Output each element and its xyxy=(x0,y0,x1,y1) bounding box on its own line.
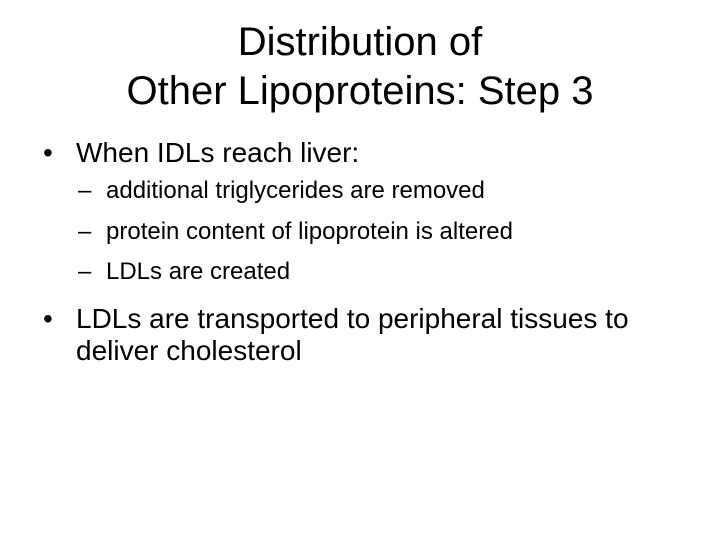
sub-bullet-text: LDLs are created xyxy=(106,258,291,285)
sub-bullet-marker: – xyxy=(78,258,92,285)
sub-bullet-text: additional triglycerides are removed xyxy=(106,177,485,204)
bullet-text: When IDLs reach liver: xyxy=(76,137,360,168)
sub-bullet-text: protein content of lipoprotein is altered xyxy=(106,218,513,245)
sub-bullet-marker: – xyxy=(78,177,92,204)
bullet-marker: • xyxy=(43,303,53,334)
bullet-text: LDLs are transported to peripheral tissues to deliver cholesterol xyxy=(76,303,629,366)
title-line-1: Distribution of xyxy=(237,20,483,64)
title-line-2: Other Lipoproteins: Step 3 xyxy=(126,69,594,113)
slide-title xyxy=(0,18,720,116)
bullet-marker: • xyxy=(43,137,53,168)
sub-bullet-marker: – xyxy=(78,218,92,245)
